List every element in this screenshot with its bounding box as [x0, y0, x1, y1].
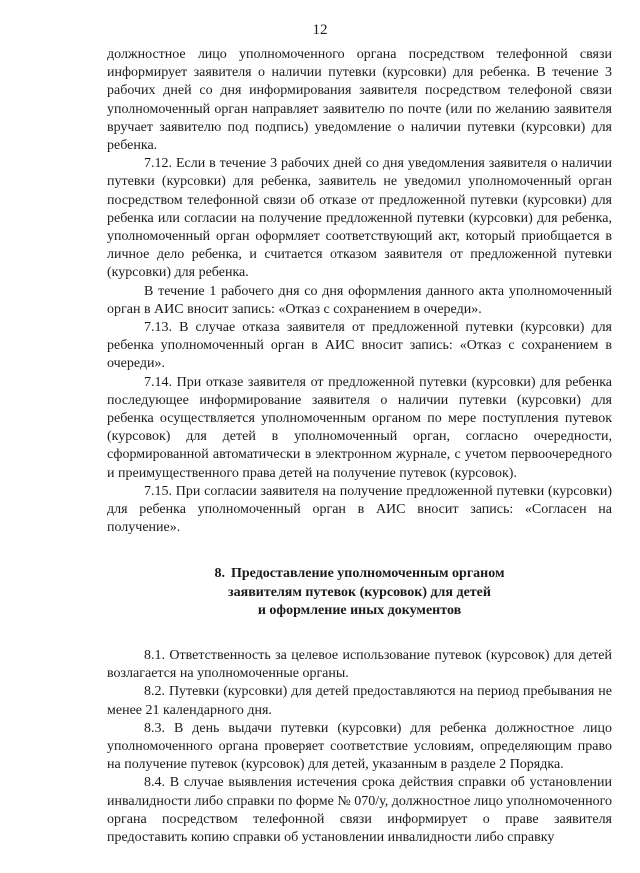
section-number: 8.	[214, 566, 225, 582]
paragraph-continuation: должностное лицо уполномоченного органа посредством телефонной связи информирует заявителя о наличии путевки (курсовки) для ребенка. В течение 3 рабочих дней со дня информирования заявителя посредством телефоной связи уполномоченный орган направляет заявителю по почте (или по желанию заявителя вручает заявителю под подпись) уведомление о наличии путевки (курсовки) для ребенка.	[107, 47, 612, 154]
document-body	[107, 46, 612, 847]
paragraph-7-13: 7.13. В случае отказа заявителя от предложенной путевки (курсовки) для ребенка уполномоченный орган в АИС вносит запись: «Отказ с сохранением в очереди».	[107, 320, 612, 372]
section-title-line-1: Предоставление уполномоченным органом	[230, 566, 505, 582]
section-heading	[107, 565, 612, 621]
section-title-line-2: заявителям путевок (курсовок) для детей	[228, 584, 491, 600]
paragraph-8-1: 8.1. Ответственность за целевое использование путевок (курсовок) для детей возлагается на уполномоченные органы.	[107, 647, 612, 682]
paragraph-7-12-act: В течение 1 рабочего дня со дня оформления данного акта уполномоченный орган в АИС вносит запись: «Отказ с сохранением в очереди».	[107, 283, 612, 317]
paragraph-7-15: 7.15. При согласии заявителя на получение предложенной путевки (курсовки) для ребенка уполномоченный орган в АИС вносит запись: «Согласен на получение».	[107, 483, 612, 536]
section-title-line-3: и оформление иных документов	[257, 603, 462, 619]
paragraph-7-12: 7.12. Если в течение 3 рабочих дней со дня уведомления заявителя о наличии путевки (курсовки) для ребенка, заявитель не уведомил уполномоченный орган посредством телефонной связи об отказе от предложенной путевки (курсовки) для ребенка или согласии на получение предложенной путевки (курсовки) для ребенка, уполномоченный орган оформляет соответствующий акт, который приобщается в личное дело ребенка, и считается отказом заявителя от предложенной путевки (курсовки) для ребенка.	[107, 156, 612, 281]
section-heading-line-1	[107, 565, 612, 584]
paragraph-8-4: 8.4. В случае выявления истечения срока действия справки об установлении инвалидности либо справки по форме № 070/у, должностное лицо уполномоченного органа посредством телефонной связи информирует о праве заявителя предоставить копию справки об установлении инвалидности либо справку	[107, 775, 612, 846]
paragraph-7-14: 7.14. При отказе заявителя от предложенной путевки (курсовки) для ребенка последующее информирование заявителя о наличии путевки (курсовки) для ребенка осуществляется уполномоченным органом по мере поступления путевок (курсовок) для детей в уполномоченный орган, согласно очередности, сформированной автоматически в электронном журнале, с учетом первоочередного и преимущественного права детей на получение путевок (курсовок).	[107, 374, 612, 481]
paragraph-8-3: 8.3. В день выдачи путевки (курсовки) для ребенка должностное лицо уполномоченного органа проверяет соответствие условиям, определяющим право на получение путевок (курсовок) для детей, указанным в разделе 2 Порядка.	[107, 720, 612, 773]
paragraph-8-2: 8.2. Путевки (курсовки) для детей предоставляются на период пребывания не менее 21 календарного дня.	[107, 684, 612, 718]
page-number: 12	[312, 22, 328, 38]
